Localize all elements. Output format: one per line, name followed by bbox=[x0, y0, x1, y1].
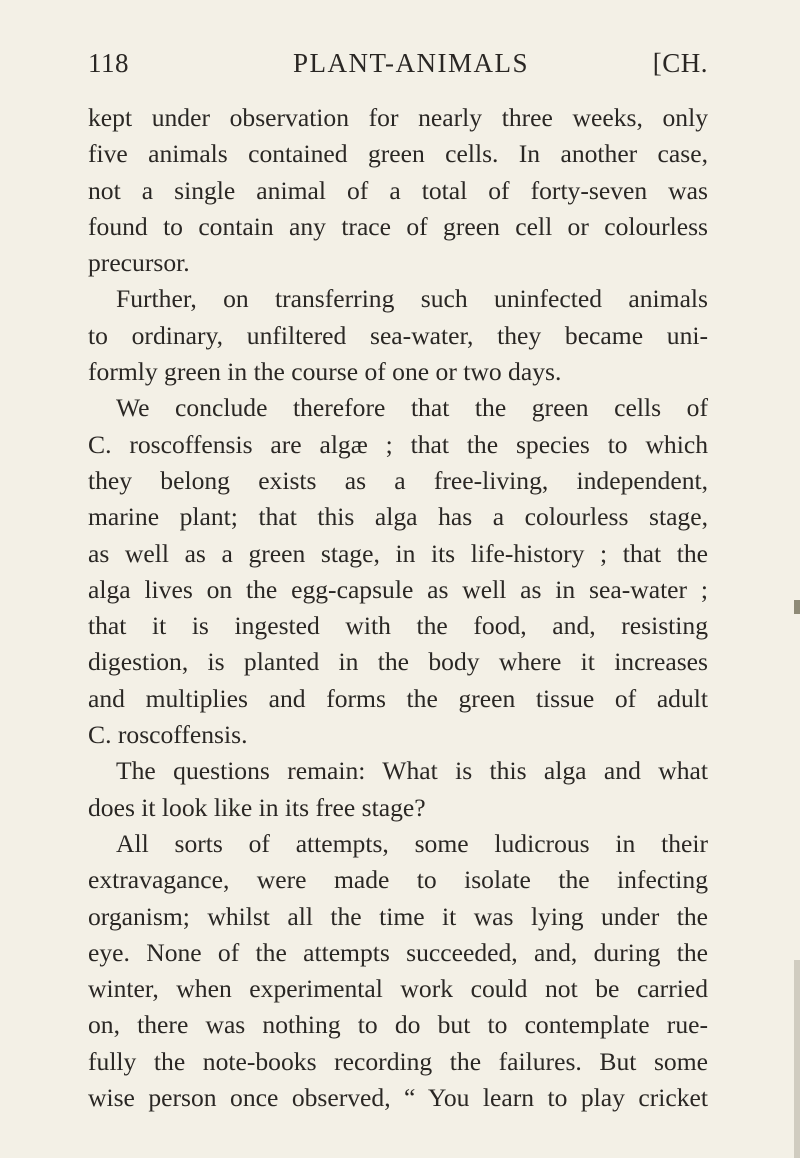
text-line: We conclude therefore that the green cells of bbox=[116, 393, 708, 423]
text-line: precursor. bbox=[88, 248, 190, 278]
text-line: not a single animal of a total of forty-seven was bbox=[88, 175, 708, 205]
text-line: as well as a green stage, in its life-history ; that the bbox=[88, 538, 708, 568]
text-line: Further, on transferring such uninfected animals bbox=[116, 284, 708, 314]
body-text bbox=[88, 100, 708, 1116]
text-line: digestion, is planted in the body where it increases bbox=[88, 647, 708, 677]
text-line: All sorts of attempts, some ludicrous in their bbox=[116, 828, 708, 858]
chapter-marker: [CH. bbox=[652, 48, 708, 78]
text-line: winter, when experimental work could not be carried bbox=[88, 974, 708, 1004]
text-line: to ordinary, unfiltered sea-water, they became uni- bbox=[88, 320, 708, 350]
text-line: C. roscoffensis are algæ ; that the species to which bbox=[88, 429, 708, 459]
text-line: organism; whilst all the time it was lying under the bbox=[88, 901, 708, 931]
text-line: eye. None of the attempts succeeded, and, during the bbox=[88, 937, 708, 967]
text-line: wise person once observed, “ You learn to play cricket bbox=[88, 1083, 708, 1113]
page-edge-shadow bbox=[794, 960, 800, 1158]
text-line: does it look like in its free stage? bbox=[88, 792, 426, 822]
text-line: extravagance, were made to isolate the infecting bbox=[88, 865, 708, 895]
text-line: C. roscoffensis. bbox=[88, 720, 248, 750]
text-line: kept under observation for nearly three weeks, only bbox=[88, 103, 708, 132]
page-number: 118 bbox=[88, 48, 129, 78]
page-edge-mark bbox=[794, 600, 800, 614]
text-line: five animals contained green cells. In another case, bbox=[88, 139, 708, 169]
text-line: they belong exists as a free-living, independent, bbox=[88, 465, 708, 495]
text-line: that it is ingested with the food, and, resisting bbox=[88, 611, 708, 641]
text-line: alga lives on the egg-capsule as well as in sea-water ; bbox=[88, 574, 708, 604]
text-line: on, there was nothing to do but to contemplate rue- bbox=[88, 1010, 708, 1040]
text-line: found to contain any trace of green cell or colourless bbox=[88, 211, 708, 241]
text-line: The questions remain: What is this alga and what bbox=[116, 756, 708, 786]
text-line: fully the note-books recording the failures. But some bbox=[88, 1046, 708, 1076]
running-title: PLANT-ANIMALS bbox=[293, 48, 530, 78]
text-line: marine plant; that this alga has a colourless stage, bbox=[88, 502, 708, 532]
text-line: and multiplies and forms the green tissue of adult bbox=[88, 683, 708, 713]
text-line: formly green in the course of one or two days. bbox=[88, 357, 562, 387]
running-head bbox=[88, 48, 708, 84]
